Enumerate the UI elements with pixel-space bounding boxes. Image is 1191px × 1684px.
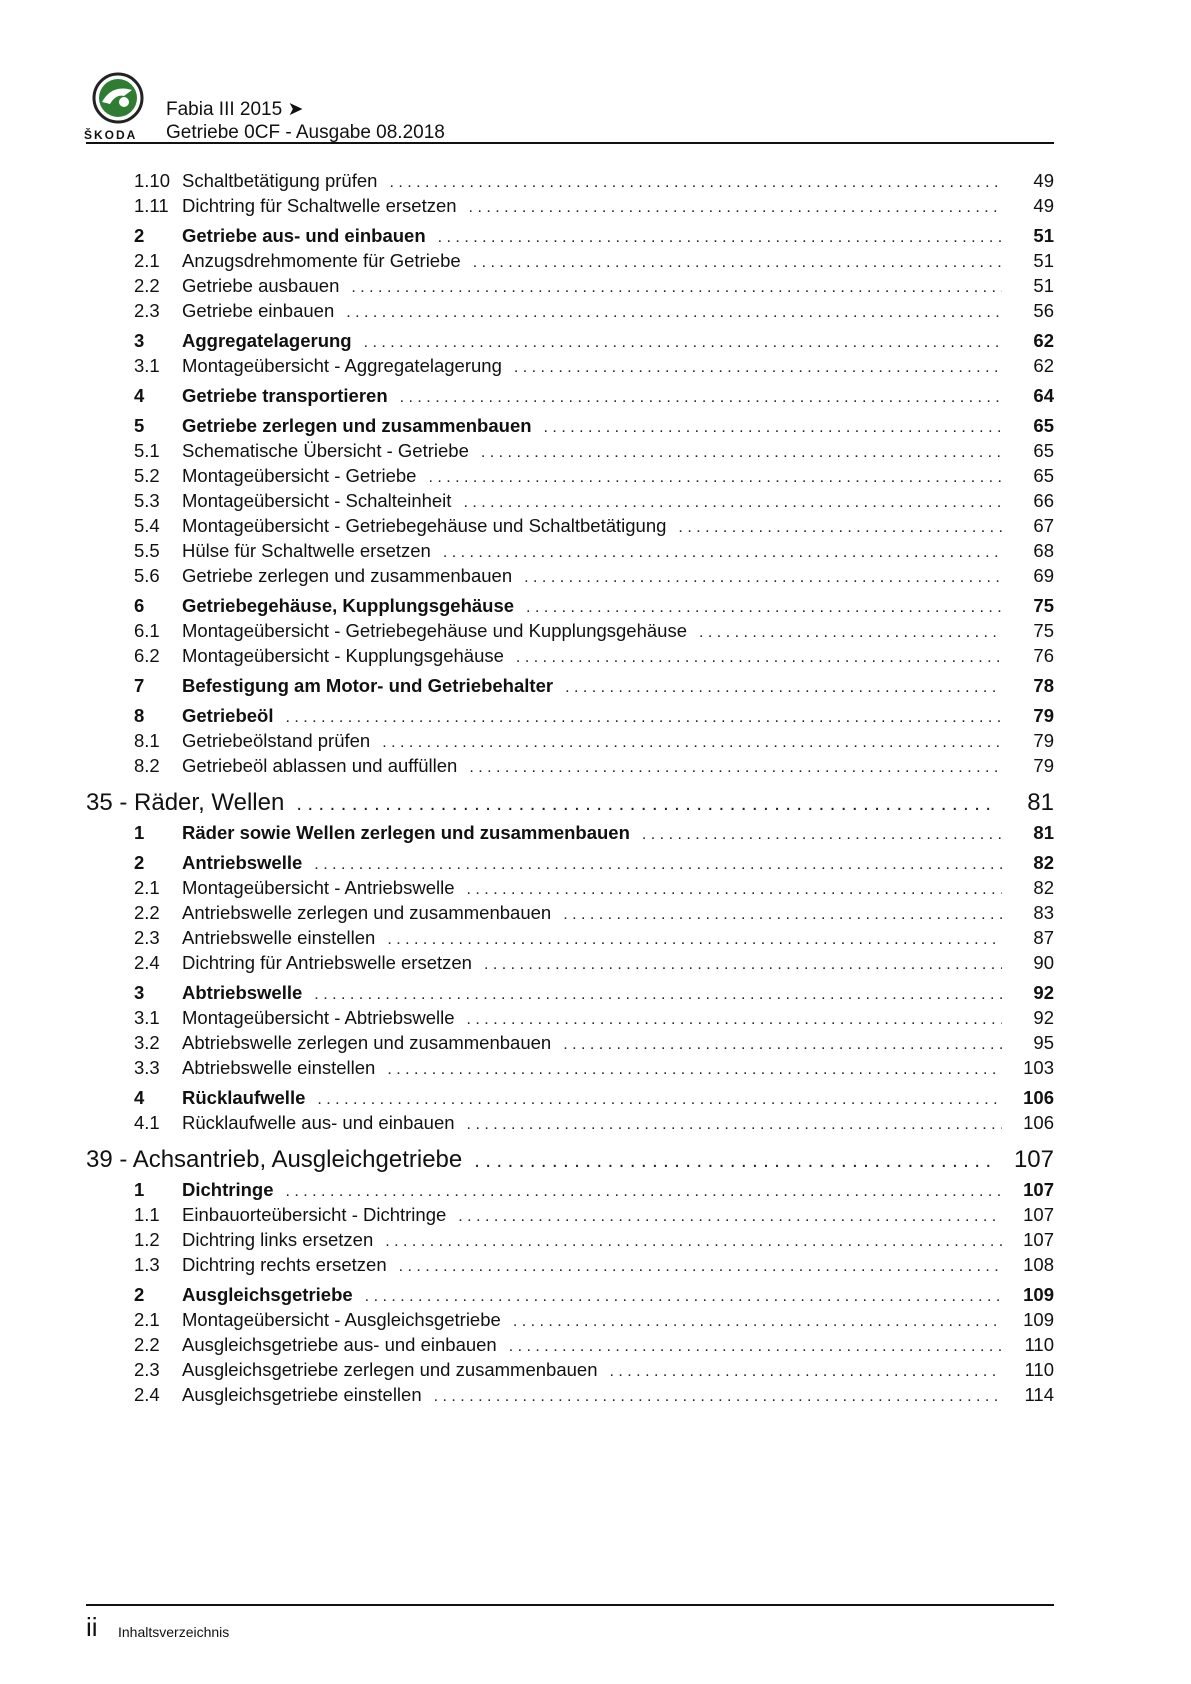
toc-entry[interactable] [86, 353, 1054, 378]
toc-entry[interactable] [86, 643, 1054, 668]
toc-entry-title: Getriebe zerlegen und zusammenbauen [182, 413, 544, 438]
toc-entry-number: 2.4 [134, 952, 160, 973]
toc-entry-page: 114 [1024, 1384, 1054, 1405]
toc-entry-number: 2.3 [134, 927, 160, 948]
toc-entry-title: Ausgleichsgetriebe zerlegen und zusammenbauen [182, 1357, 610, 1382]
toc-entry-number: 2.1 [134, 250, 160, 271]
toc-entry[interactable] [86, 1202, 1054, 1227]
toc-entry-number: 2 [134, 852, 145, 873]
dot-leader [463, 490, 1002, 515]
toc-entry-number: 8.1 [134, 730, 160, 751]
dot-leader [434, 1384, 1002, 1409]
toc-entry-title: Befestigung am Motor- und Getriebehalter [182, 673, 565, 698]
header-edition: Getriebe 0CF - Ausgabe 08.2018 [166, 122, 445, 143]
table-of-contents [86, 168, 1054, 1407]
toc-entry-title: Rücklaufwelle aus- und einbauen [182, 1110, 467, 1135]
toc-entry-page: 82 [1033, 852, 1054, 873]
toc-entry[interactable] [86, 850, 1054, 875]
toc-entry-page: 51 [1033, 250, 1054, 271]
toc-entry[interactable] [86, 1382, 1054, 1407]
toc-entry-number: 5.1 [134, 440, 160, 461]
toc-entry-title: Montageübersicht - Getriebe [182, 463, 428, 488]
toc-entry-page: 64 [1033, 385, 1054, 406]
toc-entry-title: Dichtring für Schaltwelle ersetzen [182, 193, 469, 218]
toc-entry-page: 107 [1023, 1229, 1054, 1250]
header-model: Fabia III 2015 ➤ [166, 99, 304, 120]
toc-entry-number: 5.4 [134, 515, 160, 536]
toc-entry-number: 2.1 [134, 1309, 160, 1330]
toc-entry[interactable] [86, 1177, 1054, 1202]
toc-entry-title: Dichtringe [182, 1177, 285, 1202]
dot-leader [544, 415, 1002, 440]
toc-entry[interactable] [86, 1227, 1054, 1252]
toc-entry-page: 103 [1023, 1057, 1054, 1078]
toc-entry-number: 5.6 [134, 565, 160, 586]
toc-entry-page: 110 [1024, 1359, 1054, 1380]
toc-entry-page: 67 [1033, 515, 1054, 536]
toc-entry-page: 65 [1033, 440, 1054, 461]
dot-leader [469, 195, 1002, 220]
toc-entry-title: Dichtring rechts ersetzen [182, 1252, 399, 1277]
toc-entry-page: 92 [1033, 1007, 1054, 1028]
dot-leader [285, 1179, 1002, 1204]
dot-leader [286, 705, 1003, 730]
dot-leader [399, 1254, 1002, 1279]
toc-entry-page: 75 [1033, 620, 1054, 641]
toc-entry-page: 87 [1033, 927, 1054, 948]
toc-entry[interactable] [86, 703, 1054, 728]
dot-leader [438, 225, 1002, 250]
toc-entry-number: 4 [134, 1087, 145, 1108]
toc-entry-page: 108 [1023, 1254, 1054, 1275]
dot-leader [428, 465, 1002, 490]
toc-entry-page: 49 [1033, 170, 1054, 191]
toc-entry-title: Einbauorteübersicht - Dichtringe [182, 1202, 458, 1227]
toc-entry-title: Montageübersicht - Getriebegehäuse und Kupplungsgehäuse [182, 618, 699, 643]
toc-chapter-entry[interactable] [86, 1143, 1054, 1177]
toc-entry-number: 3 [134, 330, 145, 351]
toc-entry-title: Abtriebswelle [182, 980, 314, 1005]
footer-label: Inhaltsverzeichnis [118, 1624, 230, 1640]
dot-leader [382, 730, 1002, 755]
toc-entry-page: 68 [1033, 540, 1054, 561]
footer-page-number: ii [86, 1612, 98, 1642]
toc-entry-title: Rücklaufwelle [182, 1085, 317, 1110]
toc-entry[interactable] [86, 383, 1054, 408]
dot-leader [346, 300, 1002, 325]
toc-entry[interactable] [86, 563, 1054, 588]
toc-entry-number: 8.2 [134, 755, 160, 776]
dot-leader [524, 565, 1002, 590]
toc-entry[interactable] [86, 1332, 1054, 1357]
toc-entry-title: Ausgleichsgetriebe [182, 1282, 365, 1307]
toc-entry-number: 1.10 [134, 170, 171, 191]
toc-entry-title: Getriebe zerlegen und zusammenbauen [182, 563, 524, 588]
dot-leader [526, 595, 1002, 620]
dot-leader [563, 1032, 1002, 1057]
toc-entry-number: 6 [134, 595, 145, 616]
toc-entry[interactable] [86, 1357, 1054, 1382]
dot-leader [484, 952, 1002, 977]
toc-entry-title: Getriebe transportieren [182, 383, 400, 408]
dot-leader [389, 170, 1002, 195]
dot-leader [387, 927, 1002, 952]
dot-leader [473, 250, 1002, 275]
toc-entry-number: 2.3 [134, 1359, 160, 1380]
dot-leader [443, 540, 1002, 565]
toc-entry-number: 5.2 [134, 465, 160, 486]
toc-entry[interactable] [86, 753, 1054, 778]
toc-entry-page: 83 [1033, 902, 1054, 923]
toc-entry-title: Abtriebswelle einstellen [182, 1055, 387, 1080]
toc-entry-page: 106 [1023, 1087, 1054, 1108]
toc-entry-page: 65 [1033, 465, 1054, 486]
toc-entry-title: Getriebeöl [182, 703, 286, 728]
toc-entry[interactable] [86, 538, 1054, 563]
toc-entry-number: 2.2 [134, 902, 160, 923]
toc-entry-page: 109 [1023, 1284, 1054, 1305]
toc-entry-page: 78 [1033, 675, 1054, 696]
dot-leader [365, 1284, 1002, 1309]
toc-entry[interactable] [86, 168, 1054, 193]
toc-entry[interactable] [86, 413, 1054, 438]
toc-entry[interactable] [86, 728, 1054, 753]
toc-entry[interactable] [86, 1085, 1054, 1110]
toc-entry-title: Anzugsdrehmomente für Getriebe [182, 248, 473, 273]
toc-entry-title: Schematische Übersicht - Getriebe [182, 438, 481, 463]
toc-entry-number: 2.4 [134, 1384, 160, 1405]
toc-entry[interactable] [86, 223, 1054, 248]
toc-entry-number: 2.2 [134, 1334, 160, 1355]
dot-leader [513, 1309, 1002, 1334]
toc-entry-page: 107 [1023, 1179, 1054, 1200]
dot-leader [317, 1087, 1002, 1112]
toc-entry-number: 2 [134, 225, 145, 246]
toc-entry-title: Ausgleichsgetriebe aus- und einbauen [182, 1332, 509, 1357]
toc-entry[interactable] [86, 273, 1054, 298]
toc-entry[interactable] [86, 673, 1054, 698]
dot-leader [314, 982, 1002, 1007]
toc-entry-title: Abtriebswelle zerlegen und zusammenbauen [182, 1030, 563, 1055]
toc-entry-number: 3 [134, 982, 145, 1003]
toc-entry-title: 39 - Achsantrieb, Ausgleichgetriebe [86, 1143, 474, 1177]
toc-entry[interactable] [86, 298, 1054, 323]
toc-entry-title: Ausgleichsgetriebe einstellen [182, 1382, 434, 1407]
toc-entry-number: 4 [134, 385, 145, 406]
dot-leader [642, 822, 1002, 847]
toc-entry-number: 1.1 [134, 1204, 160, 1225]
dot-leader [610, 1359, 1003, 1384]
toc-entry-title: Getriebeölstand prüfen [182, 728, 382, 753]
toc-entry-number: 5.3 [134, 490, 160, 511]
dot-leader [509, 1334, 1002, 1359]
toc-entry[interactable] [86, 820, 1054, 845]
toc-entry-number: 2.1 [134, 877, 160, 898]
dot-leader [296, 787, 996, 821]
toc-entry-title: Montageübersicht - Ausgleichsgetriebe [182, 1307, 513, 1332]
toc-entry-page: 79 [1033, 755, 1054, 776]
toc-entry[interactable] [86, 488, 1054, 513]
toc-entry[interactable] [86, 1282, 1054, 1307]
toc-entry-page: 51 [1033, 225, 1054, 246]
toc-entry-number: 1.11 [134, 195, 169, 216]
toc-entry-number: 3.3 [134, 1057, 160, 1078]
toc-entry-page: 90 [1033, 952, 1054, 973]
toc-entry[interactable] [86, 248, 1054, 273]
dot-leader [387, 1057, 1002, 1082]
toc-entry-number: 2.3 [134, 300, 160, 321]
toc-entry-number: 6.1 [134, 620, 160, 641]
toc-entry[interactable] [86, 900, 1054, 925]
toc-entry-page: 49 [1033, 195, 1054, 216]
toc-entry-page: 65 [1033, 415, 1054, 436]
dot-leader [514, 355, 1002, 380]
toc-entry-page: 75 [1033, 595, 1054, 616]
toc-entry-page: 62 [1033, 330, 1054, 351]
toc-entry-page: 82 [1033, 877, 1054, 898]
toc-entry-page: 66 [1033, 490, 1054, 511]
toc-entry-number: 1 [134, 1179, 145, 1200]
toc-entry-number: 8 [134, 705, 145, 726]
page-footer [86, 1604, 1054, 1642]
toc-entry-title: Montageübersicht - Schalteinheit [182, 488, 463, 513]
toc-entry-number: 2.2 [134, 275, 160, 296]
toc-entry-title: Antriebswelle einstellen [182, 925, 387, 950]
toc-entry-number: 4.1 [134, 1112, 160, 1133]
toc-entry-number: 1.2 [134, 1229, 160, 1250]
toc-entry-page: 81 [1027, 789, 1054, 816]
toc-entry[interactable] [86, 1055, 1054, 1080]
dot-leader [467, 1112, 1002, 1137]
toc-entry-number: 5.5 [134, 540, 160, 561]
toc-entry[interactable] [86, 1030, 1054, 1055]
dot-leader [678, 515, 1002, 540]
toc-entry-page: 62 [1033, 355, 1054, 376]
toc-entry[interactable] [86, 438, 1054, 463]
toc-entry[interactable] [86, 463, 1054, 488]
toc-entry-page: 109 [1023, 1309, 1054, 1330]
toc-entry-page: 92 [1033, 982, 1054, 1003]
toc-entry-page: 107 [1013, 1146, 1054, 1173]
toc-entry-title: Montageübersicht - Abtriebswelle [182, 1005, 467, 1030]
toc-entry-title: Schaltbetätigung prüfen [182, 168, 389, 193]
toc-entry[interactable] [86, 1252, 1054, 1277]
toc-entry-number: 3.1 [134, 355, 160, 376]
page-header [86, 72, 1054, 144]
toc-entry-page: 69 [1033, 565, 1054, 586]
toc-entry[interactable] [86, 328, 1054, 353]
toc-entry-number: 3.2 [134, 1032, 160, 1053]
toc-entry-number: 5 [134, 415, 145, 436]
toc-entry-number: 2 [134, 1284, 145, 1305]
dot-leader [516, 645, 1002, 670]
toc-entry[interactable] [86, 618, 1054, 643]
toc-entry-title: Antriebswelle [182, 850, 314, 875]
toc-entry-title: Räder sowie Wellen zerlegen und zusammenbauen [182, 820, 642, 845]
toc-entry-page: 51 [1033, 275, 1054, 296]
toc-entry-title: Montageübersicht - Aggregatelagerung [182, 353, 514, 378]
dot-leader [565, 675, 1002, 700]
toc-entry[interactable] [86, 950, 1054, 975]
toc-entry-page: 106 [1023, 1112, 1054, 1133]
toc-entry-page: 76 [1033, 645, 1054, 666]
dot-leader [469, 755, 1002, 780]
toc-entry-page: 56 [1033, 300, 1054, 321]
toc-chapter-entry[interactable] [86, 786, 1054, 820]
toc-entry-title: Montageübersicht - Antriebswelle [182, 875, 467, 900]
toc-entry-title: Hülse für Schaltwelle ersetzen [182, 538, 443, 563]
dot-leader [563, 902, 1002, 927]
toc-entry-number: 1.3 [134, 1254, 160, 1275]
toc-entry[interactable] [86, 1110, 1054, 1135]
toc-entry-title: Getriebe aus- und einbauen [182, 223, 438, 248]
dot-leader [458, 1204, 1002, 1229]
toc-entry-number: 3.1 [134, 1007, 160, 1028]
toc-entry[interactable] [86, 193, 1054, 218]
toc-entry[interactable] [86, 980, 1054, 1005]
toc-entry-title: Montageübersicht - Getriebegehäuse und Schaltbetätigung [182, 513, 678, 538]
toc-entry-title: Aggregatelagerung [182, 328, 364, 353]
toc-entry-page: 79 [1033, 705, 1054, 726]
dot-leader [364, 330, 1002, 355]
toc-entry-page: 110 [1024, 1334, 1054, 1355]
dot-leader [474, 1144, 996, 1178]
toc-entry[interactable] [86, 925, 1054, 950]
toc-entry-title: Montageübersicht - Kupplungsgehäuse [182, 643, 516, 668]
toc-entry[interactable] [86, 593, 1054, 618]
toc-entry[interactable] [86, 1307, 1054, 1332]
toc-entry-title: Antriebswelle zerlegen und zusammenbauen [182, 900, 563, 925]
toc-entry-title: 35 - Räder, Wellen [86, 786, 296, 820]
toc-entry-title: Getriebe ausbauen [182, 273, 351, 298]
toc-entry-page: 107 [1023, 1204, 1054, 1225]
toc-entry-number: 1 [134, 822, 145, 843]
toc-entry-page: 79 [1033, 730, 1054, 751]
toc-entry-title: Getriebeöl ablassen und auffüllen [182, 753, 469, 778]
dot-leader [467, 1007, 1002, 1032]
toc-entry-number: 6.2 [134, 645, 160, 666]
toc-entry-title: Getriebegehäuse, Kupplungsgehäuse [182, 593, 526, 618]
dot-leader [314, 852, 1002, 877]
dot-leader [467, 877, 1002, 902]
dot-leader [400, 385, 1002, 410]
toc-entry-title: Getriebe einbauen [182, 298, 346, 323]
toc-entry-page: 81 [1033, 822, 1054, 843]
dot-leader [351, 275, 1002, 300]
toc-entry-title: Dichtring für Antriebswelle ersetzen [182, 950, 484, 975]
dot-leader [385, 1229, 1002, 1254]
toc-entry[interactable] [86, 1005, 1054, 1030]
toc-entry-title: Dichtring links ersetzen [182, 1227, 385, 1252]
toc-entry[interactable] [86, 875, 1054, 900]
dot-leader [481, 440, 1002, 465]
toc-entry-number: 7 [134, 675, 145, 696]
dot-leader [699, 620, 1002, 645]
toc-entry[interactable] [86, 513, 1054, 538]
toc-entry-page: 95 [1033, 1032, 1054, 1053]
brand-wordmark: ŠKODA [84, 128, 138, 142]
